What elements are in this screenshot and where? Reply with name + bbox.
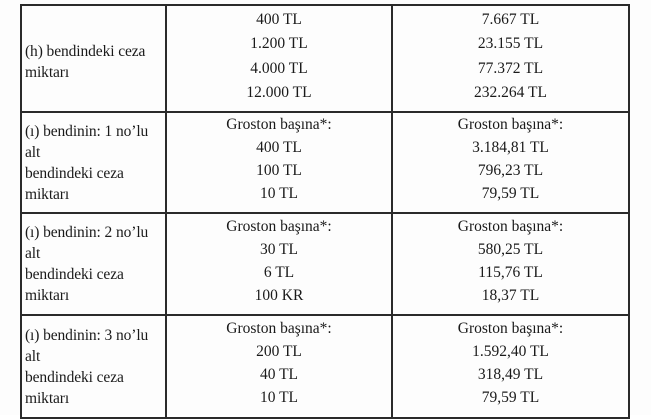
old-amount-value: 1.200 TL (250, 35, 308, 52)
row-label-cell (21, 5, 166, 112)
old-amount-value: 6 TL (263, 263, 295, 281)
row-label-line: bendindeki ceza miktarı (25, 368, 124, 407)
old-amount-value: 100 KR (254, 286, 304, 304)
old-amount-value: 400 TL (256, 10, 302, 28)
per-gross-ton-header: Groston başına*: (226, 320, 332, 337)
per-gross-ton-header: Groston başına*: (226, 116, 332, 133)
row-label-cell (21, 213, 166, 315)
new-amount-value: 1.592,40 TL (472, 343, 549, 360)
new-amount-value: 318,49 TL (477, 366, 544, 383)
old-amount-cell (166, 5, 392, 112)
old-amount-cell (166, 213, 392, 315)
new-amount-value: 18,37 TL (481, 286, 540, 304)
old-amount-value: 400 TL (256, 139, 302, 156)
table-row-h-penalty (21, 5, 629, 112)
row-label-line: (ı) bendinin: 3 no’lu alt (25, 326, 149, 365)
row-label-line: (ı) bendinin: 2 no’lu alt (25, 224, 149, 262)
table-row-i-1-penalty (21, 112, 629, 213)
new-amount-value: 580,25 TL (477, 240, 544, 258)
new-amount-value: 79,59 TL (481, 389, 540, 406)
old-amount-cell (166, 315, 392, 418)
new-amount-cell (392, 112, 629, 213)
new-amount-cell (392, 5, 629, 112)
new-amount-value: 796,23 TL (477, 162, 544, 179)
row-label-line: miktarı (25, 63, 70, 81)
new-amount-value: 232.264 TL (474, 84, 547, 101)
per-gross-ton-header: Groston başına*: (457, 217, 564, 235)
old-amount-value: 40 TL (259, 366, 299, 383)
old-amount-cell (166, 112, 392, 213)
table-row-i-3-penalty (21, 315, 629, 418)
new-amount-cell (392, 315, 629, 418)
row-label-line: (h) bendindeki ceza (25, 42, 146, 60)
new-amount-cell (392, 213, 629, 315)
table-row-i-2-penalty (21, 213, 629, 315)
new-amount-value: 23.155 TL (477, 35, 544, 52)
new-amount-value: 79,59 TL (481, 185, 540, 202)
old-amount-value: 10 TL (259, 389, 299, 406)
old-amount-value: 10 TL (259, 185, 299, 202)
old-amount-value: 12.000 TL (246, 84, 312, 101)
row-label-cell (21, 315, 166, 418)
new-amount-value: 7.667 TL (481, 10, 540, 28)
per-gross-ton-header: Groston başına*: (457, 320, 564, 337)
old-amount-value: 4.000 TL (250, 59, 308, 77)
new-amount-value: 115,76 TL (478, 263, 543, 281)
row-label-cell (21, 112, 166, 213)
per-gross-ton-header: Groston başına*: (226, 217, 332, 235)
new-amount-value: 3.184,81 TL (472, 139, 549, 156)
row-label-line: (ı) bendinin: 1 no’lu alt (25, 122, 149, 161)
penalty-amounts-table (20, 4, 630, 419)
per-gross-ton-header: Groston başına*: (457, 116, 564, 133)
row-label-line: bendindeki ceza miktarı (25, 266, 124, 304)
row-label-line: bendindeki ceza miktarı (25, 164, 124, 203)
old-amount-value: 30 TL (259, 240, 299, 258)
old-amount-value: 100 TL (256, 162, 302, 179)
new-amount-value: 77.372 TL (477, 59, 544, 77)
old-amount-value: 200 TL (256, 343, 302, 360)
